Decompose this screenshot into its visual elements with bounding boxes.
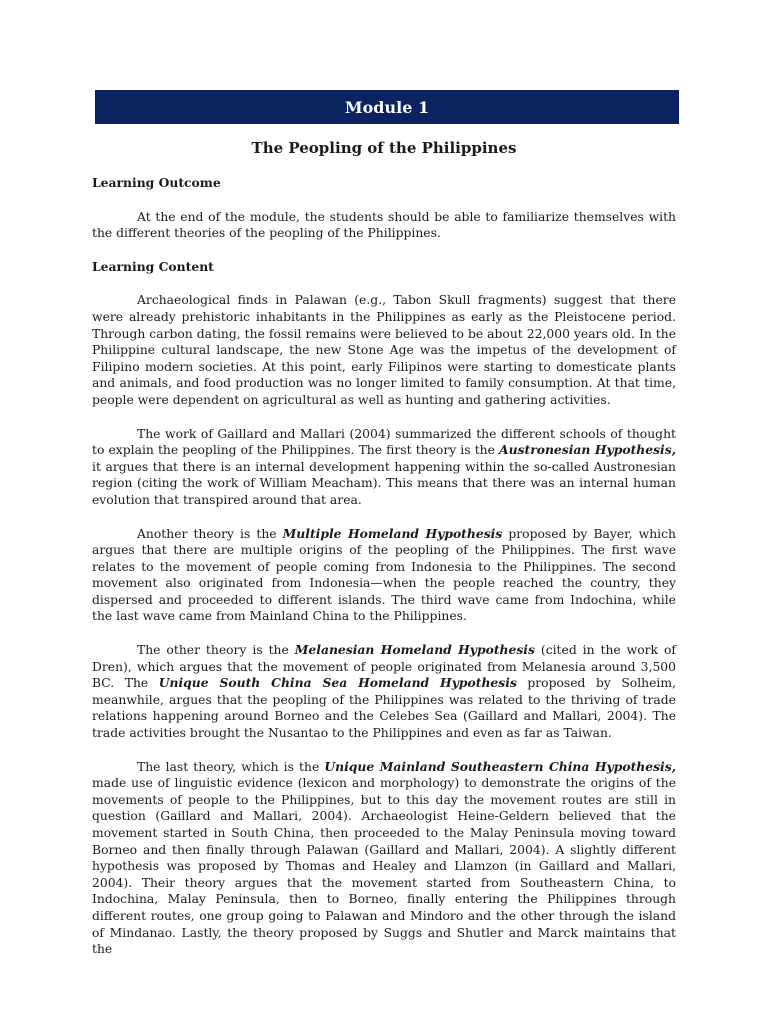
- term-mainland-southeastern-china-hypothesis: Unique Mainland Southeastern China Hypothesis,: [324, 758, 676, 774]
- paragraph-text: (cited in the work of Dren), which argues that the movement of people originated from Melanesia around 3,500 BC. The: [92, 643, 676, 691]
- paragraph-text: it argues that there is an internal development happening within the so-called Austronesian region (citing the work of William Meacham). This means that there was an internal human evolution that transpired around that area.: [92, 459, 676, 507]
- learning-outcome-paragraph: At the end of the module, the students should be able to familiarize themselves with the different theories of the peopling of the Philippines.: [92, 209, 676, 241]
- learning-content-heading: Learning Content: [92, 258, 214, 274]
- paragraph-text: The other theory is the: [137, 643, 295, 658]
- term-austronesian-hypothesis: Austronesian Hypothesis,: [499, 442, 676, 458]
- paragraph-text: Another theory is the: [137, 526, 283, 541]
- paragraph-text: The work of Gaillard and Mallari (2004) summarized the different schools of thought to explain the peopling of the Philippines. The first theory is the: [92, 426, 676, 458]
- document-title: The Peopling of the Philippines: [251, 139, 517, 157]
- term-multiple-homeland-hypothesis: Multiple Homeland Hypothesis: [282, 525, 503, 541]
- paragraph-text: proposed by Solheim, meanwhile, argues that the peopling of the Philippines was related to the thriving of trade relations happening around Borneo and the Celebes Sea (Gaillard and Mallari, 2004). The trade activities brought the Nusantao to the Philippines and even as far as Taiwan.: [92, 676, 676, 741]
- document-body: [92, 137, 676, 975]
- paragraph-mainland-southeastern-china: [92, 759, 676, 958]
- module-banner: Module 1: [95, 90, 679, 124]
- term-south-china-sea-hypothesis: Unique South China Sea Homeland Hypothesis: [158, 675, 517, 691]
- learning-outcome-heading: Learning Outcome: [92, 175, 221, 190]
- paragraph-austronesian: [92, 426, 676, 509]
- paragraph-archaeological-finds: Archaeological finds in Palawan (e.g., Tabon Skull fragments) suggest that there were already prehistoric inhabitants in the Philippines as early as the Pleistocene period. Through carbon dating, the fossil remains were believed to be about 22,000 years old. In the Philippine cultural landscape, the new Stone Age was the impetus of the development of Filipino modern societies. At this point, early Filipinos were starting to domesticate plants and animals, and food production was no longer limited to family consumption. At that time, people were dependent on agricultural as well as hunting and gathering activities.: [92, 293, 676, 407]
- paragraph-melanesian: [92, 642, 676, 742]
- paragraph-text: The last theory, which is the: [137, 759, 325, 774]
- term-melanesian-homeland-hypothesis: Melanesian Homeland Hypothesis: [294, 642, 535, 658]
- paragraph-text: proposed by Bayer, which argues that there are multiple origins of the peopling of the Philippines. The first wave relates to the movement of people coming from Indonesia to the Philippines. The second movement also originated from Indonesia—when the people reached the country, they dispersed and proceeded to different islands. The third wave came from Indochina, while the last wave came from Mainland China to the Philippines.: [92, 526, 676, 624]
- paragraph-text: made use of linguistic evidence (lexicon and morphology) to demonstrate the origins of the movements of people to the Philippines, but to this day the movement routes are still in question (Gaillard and Mallari, 2004). Archaeologist Heine-Geldern believed that the movement started in South China, then proceeded to the Malay Peninsula moving toward Borneo and then finally through Palawan (Gaillard and Mallari, 2004). A slightly different hypothesis was proposed by Thomas and Healey and Llamzon (in Gaillard and Mallari, 2004). Their theory argues that the movement started from Southeastern China, to Indochina, Malay Peninsula, then to Borneo, finally entering the Philippines through different routes, one group going to Palawan and Mindoro and the other through the island of Mindanao. Lastly, the theory proposed by Suggs and Shutler and Marck maintains that the: [92, 776, 676, 957]
- paragraph-multiple-homeland: [92, 526, 676, 626]
